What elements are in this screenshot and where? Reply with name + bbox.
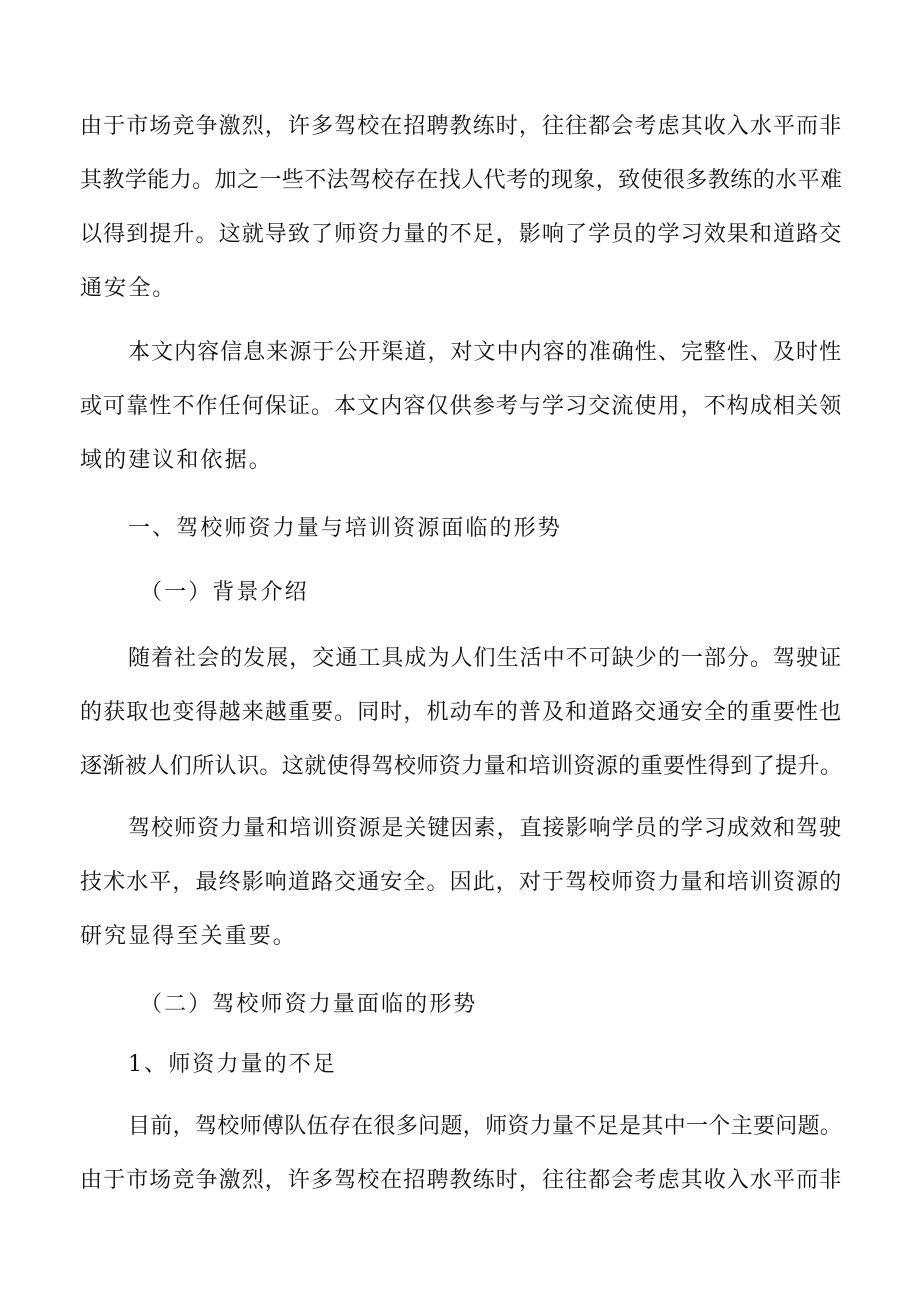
subsection-heading: （二）驾校师资力量面临的形势 (140, 992, 478, 1017)
paragraph-line: 通安全。 (80, 276, 177, 301)
disclaimer-line: 本文内容信息来源于公开渠道，对文中内容的准确性、完整性、及时性 (128, 340, 843, 365)
subsection-heading: （一）背景介绍 (140, 580, 309, 605)
paragraph-line: 其教学能力。加之一些不法驾校存在找人代考的现象，致使很多教练的水平难 (80, 168, 843, 193)
paragraph-line: 以得到提升。这就导致了师资力量的不足，影响了学员的学习效果和道路交 (80, 222, 843, 247)
paragraph-line: 由于市场竞争激烈，许多驾校在招聘教练时，往往都会考虑其收入水平而非 (80, 1168, 843, 1193)
disclaimer-line: 域的建议和依据。 (80, 448, 273, 473)
paragraph-line: 由于市场竞争激烈，许多驾校在招聘教练时，往往都会考虑其收入水平而非 (80, 114, 843, 139)
paragraph-line: 技术水平，最终影响道路交通安全。因此，对于驾校师资力量和培训资源的 (80, 870, 843, 895)
paragraph-line: 研究显得至关重要。 (80, 924, 297, 949)
paragraph-line: 目前，驾校师傅队伍存在很多问题，师资力量不足是其中一个主要问题。 (128, 1114, 843, 1139)
numbered-heading: 1、师资力量的不足 (128, 1052, 337, 1077)
section-heading: 一、驾校师资力量与培训资源面临的形势 (128, 516, 562, 541)
paragraph-line: 驾校师资力量和培训资源是关键因素，直接影响学员的学习成效和驾驶 (128, 816, 843, 841)
paragraph-line: 随着社会的发展，交通工具成为人们生活中不可缺少的一部分。驾驶证 (128, 646, 843, 671)
paragraph-line: 的获取也变得越来越重要。同时，机动车的普及和道路交通安全的重要性也 (80, 700, 843, 725)
disclaimer-line: 或可靠性不作任何保证。本文内容仅供参考与学习交流使用，不构成相关领 (80, 394, 843, 419)
paragraph-line: 逐渐被人们所认识。这就使得驾校师资力量和培训资源的重要性得到了提升。 (80, 754, 843, 779)
